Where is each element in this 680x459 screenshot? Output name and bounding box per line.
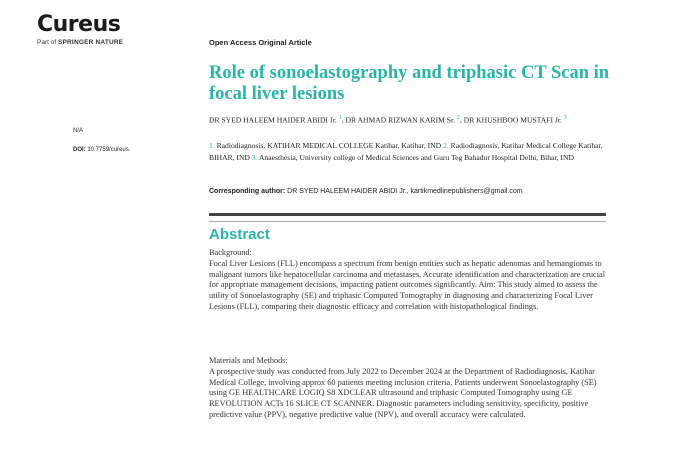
- cureus-logo[interactable]: [37, 13, 123, 46]
- background-text: Focal Liver Lesions (FLL) encompass a spectrum from benign entities such as hepatic adenomas and hemangiomas to malignant tumors like hepatocellular carcinoma and metastases. Accurate identification and characterization are crucial for appropriate management decisions, impacting patient outcomes significantly. Aim: This study aimed to assess the utility of Sonoelastography (SE) and triphasic Computed Tomography in diagnosing and characterizing Focal Liver Lesions (FLL), comparing their diagnostic efficacy and correlation with histopathological findings.: [209, 258, 605, 311]
- affiliation-text: Anaesthesia, University college of Medical Sciences and Guru Teg Bahadur Hospital Delhi, Bihar, IND: [257, 152, 574, 162]
- background-label: Background:: [209, 248, 252, 257]
- corresponding-author-value[interactable]: DR SYED HALEEM HAIDER ABIDI Jr., kartikmedlinepublishers@gmail.com: [287, 188, 523, 195]
- author-affiliation-ref[interactable]: 3: [563, 115, 567, 121]
- corresponding-author-label: Corresponding author:: [209, 188, 286, 195]
- affiliations: [209, 140, 619, 163]
- author-name[interactable]: DR SYED HALEEM HAIDER ABIDI Jr.: [209, 115, 337, 125]
- section-divider-thin: [209, 221, 606, 222]
- author-name[interactable]: DR KHUSHBOO MUSTAFI Jr.: [463, 115, 562, 125]
- article-type-label: Open Access Original Article: [209, 38, 312, 47]
- affiliation-number: 3.: [251, 152, 258, 162]
- logo-wordmark: Cureus: [37, 12, 121, 37]
- methods-label: Materials and Methods:: [209, 356, 288, 365]
- author-list: [209, 115, 649, 125]
- logo-tagline-brand: SPRINGER NATURE: [57, 39, 124, 46]
- methods-text: A prospective study was conducted from July 2022 to December 2024 at the Department of Radiodiagnosis, Katihar Medical College, involving approx 60 patients meeting inclusion criteria. Patients underwent Sonoelastography (SE) using GE HEALTHCARE LOGIQ S8 XDCLEAR ultrasound and triphasic Computed Tomography using GE REVOLUTION ACTs 16 SLICE CT SCANNER. Diagnostic parameters including sensitivity, specificity, positive predictive value (PPV), negative predictive value (NPV), and overall accuracy were calculated.: [209, 366, 597, 419]
- article-title: Role of sonoelastography and triphasic CT Scan in focal liver lesions: [209, 63, 610, 104]
- logo-tagline-prefix: Part of: [37, 39, 57, 46]
- affiliation-number: 1.: [209, 141, 215, 150]
- author-separator: ,: [341, 115, 346, 125]
- doi-line: [73, 147, 130, 153]
- abstract-methods: [209, 356, 615, 421]
- doi-value[interactable]: 10.7759/cureus.: [87, 147, 131, 153]
- sidebar-na: N/A: [73, 128, 84, 134]
- section-divider: [209, 213, 606, 216]
- affiliation-number: 2.: [443, 141, 449, 150]
- doi-label: DOI:: [73, 147, 86, 153]
- author-separator: ,: [459, 115, 464, 125]
- author-affiliation-ref[interactable]: 2: [456, 115, 460, 121]
- abstract-heading: Abstract: [209, 226, 270, 243]
- author-affiliation-ref[interactable]: 1: [338, 115, 342, 121]
- logo-tagline: [37, 39, 123, 46]
- affiliation-text: Radiodiagnosis, Katihar Medical College Katihar, BIHAR, IND: [209, 141, 603, 162]
- abstract-background: [209, 248, 615, 313]
- author-name[interactable]: DR AHMAD RIZWAN KARIM Sr.: [345, 115, 456, 125]
- corresponding-author: [209, 188, 649, 195]
- affiliation-text: Radiodiagnosis, KATIHAR MEDICAL COLLEGE Katihar, Katihar, IND: [214, 141, 444, 150]
